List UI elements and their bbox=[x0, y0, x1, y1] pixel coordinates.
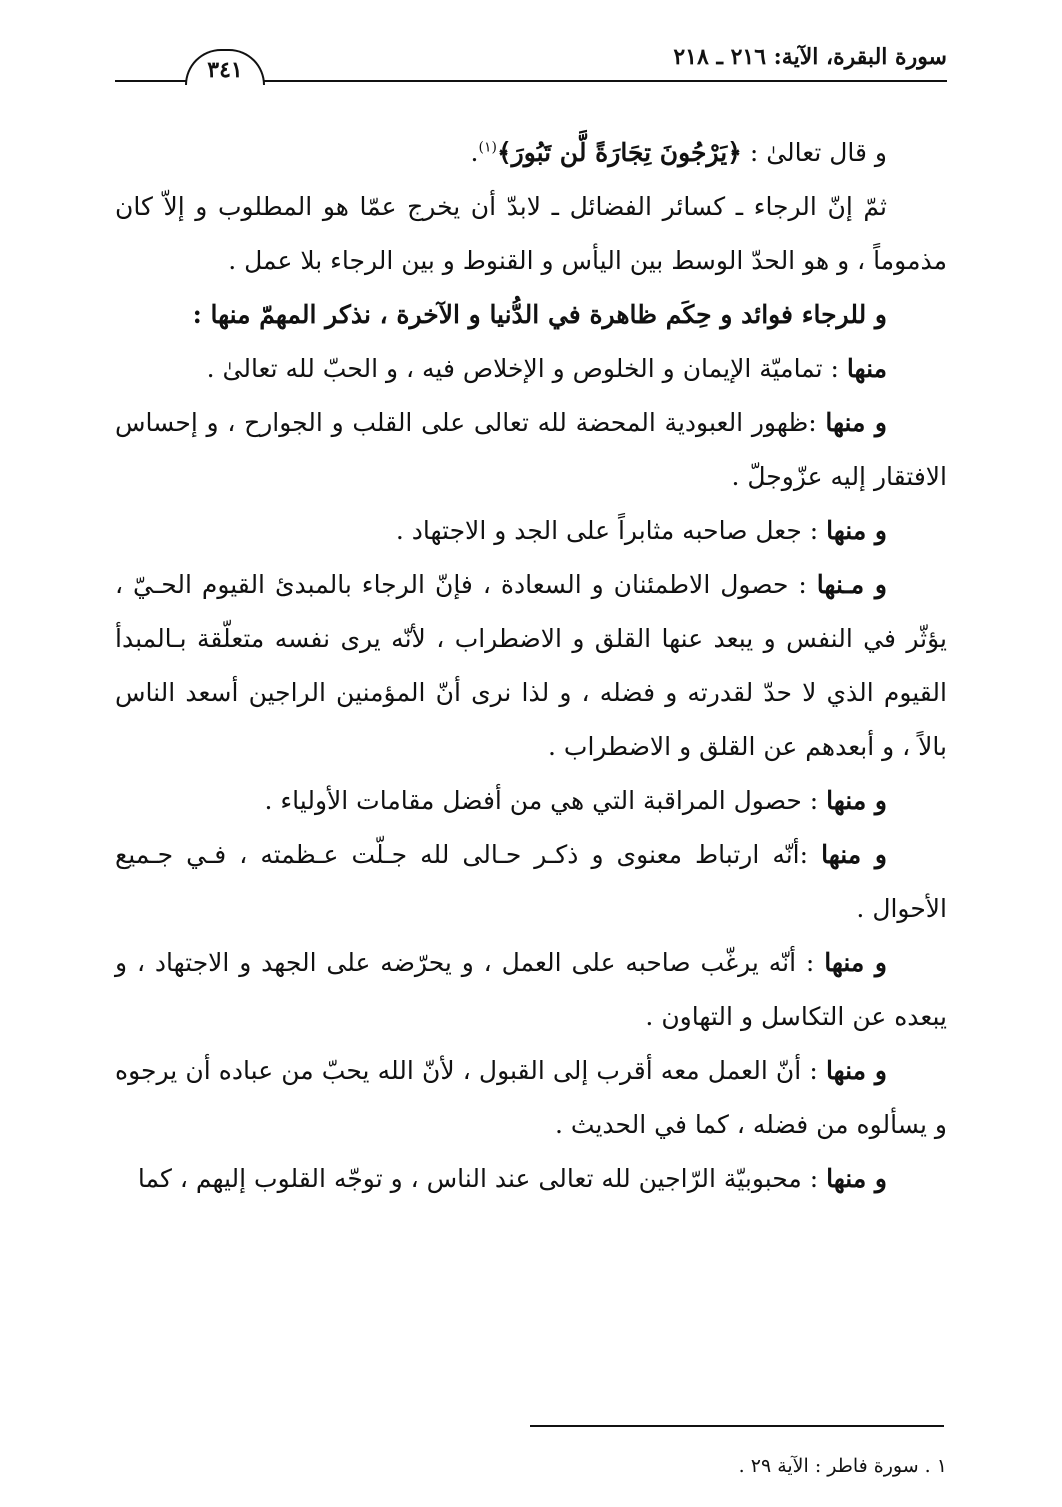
section-heading: و للرجاء فوائد و حِكَم ظاهرة في الدُّنيا و الآخرة ، نذكر المهمّ منها : bbox=[192, 300, 887, 329]
footnote-ref: (١) bbox=[478, 139, 497, 156]
list-item bbox=[115, 1044, 947, 1152]
item-label: و منها bbox=[821, 840, 888, 869]
verse-intro: و قال تعالیٰ : bbox=[741, 138, 887, 167]
list-item bbox=[115, 342, 947, 396]
page-header bbox=[115, 38, 947, 84]
quran-quote: ﴿يَرْجُونَ تِجَارَةً لَّن تَبُورَ﴾ bbox=[496, 138, 742, 167]
item-label: و منها bbox=[825, 1056, 887, 1085]
item-label: و منها bbox=[824, 948, 887, 977]
footnote: ١ . سورة فاطر : الآية ٢٩ . bbox=[738, 1455, 947, 1477]
item-label: و منها bbox=[826, 786, 887, 815]
list-item bbox=[115, 1152, 947, 1206]
item-text: : تماميّة الإيمان و الخلوص و الإخلاص فيه ، و الحبّ لله تعالیٰ . bbox=[206, 354, 847, 383]
item-label: و منها bbox=[826, 516, 887, 545]
item-text: : حصول المراقبة التي هي من أفضل مقامات الأولياء . bbox=[264, 786, 827, 815]
item-text: : جعل صاحبه مثابراً على الجد و الاجتهاد . bbox=[395, 516, 827, 545]
verse-end: . bbox=[470, 138, 479, 167]
item-text: : أنّه يرغّب صاحبه على العمل ، و يحرّضه على الجهد و الاجتهاد ، و يبعده عن التكاسل و التهاون . bbox=[115, 948, 947, 1031]
footnote-rule bbox=[530, 1425, 944, 1427]
page-body bbox=[115, 126, 947, 1206]
paragraph-quran-verse bbox=[115, 126, 947, 180]
item-text: :ظهور العبودية المحضة لله تعالى على القلب و الجوارح ، و إحساس الافتقار إليه عزّوجلّ . bbox=[115, 408, 947, 491]
header-title: سورة البقرة، الآية: ٢١٦ ـ ٢١٨ bbox=[673, 44, 947, 70]
list-item bbox=[115, 558, 947, 774]
item-text: : أنّ العمل معه أقرب إلى القبول ، لأنّ الله يحبّ من عباده أن يرجوه و يسألوه من فضله ، كما في الحديث . bbox=[115, 1056, 947, 1139]
list-item bbox=[115, 396, 947, 504]
list-item bbox=[115, 936, 947, 1044]
list-item bbox=[115, 774, 947, 828]
item-text: : حصول الاطمئنان و السعادة ، فإنّ الرجاء بالمبدئ القيوم الحـيّ ، يؤثّر في النفس و يبعد عنها القلق و الاضطراب ، لأنّه يرى نفسه متعلّقة بـالمبدأ القيوم الذي لا حدّ لقدرته و فضله ، و لذا نرى أنّ المؤمنين الراجين أسعد الناس بالاً ، و أبعدهم عن القلق و الاضطراب . bbox=[115, 570, 947, 761]
page-number: ٣٤١ bbox=[185, 49, 265, 85]
item-label: و منها bbox=[826, 1164, 887, 1193]
paragraph: ثمّ إنّ الرجاء ـ كسائر الفضائل ـ لابدّ أن يخرج عمّا هو المطلوب و إلاّ كان مذموماً ، و هو الحدّ الوسط بين اليأس و القنوط و بين الرجاء بلا عمل . bbox=[115, 192, 947, 275]
item-text: :أنّه ارتباط معنوى و ذكـر حـالى لله جـلّت عـظمته ، فـي جـميع الأحوال . bbox=[115, 840, 947, 923]
list-item bbox=[115, 504, 947, 558]
item-label: منها bbox=[846, 354, 887, 383]
item-text: : محبوبيّة الرّاجين لله تعالى عند الناس ، و توجّه القلوب إليهم ، كما bbox=[137, 1164, 827, 1193]
item-label: و منها bbox=[825, 408, 887, 437]
item-label: و مـنها bbox=[816, 570, 887, 599]
list-item bbox=[115, 828, 947, 936]
